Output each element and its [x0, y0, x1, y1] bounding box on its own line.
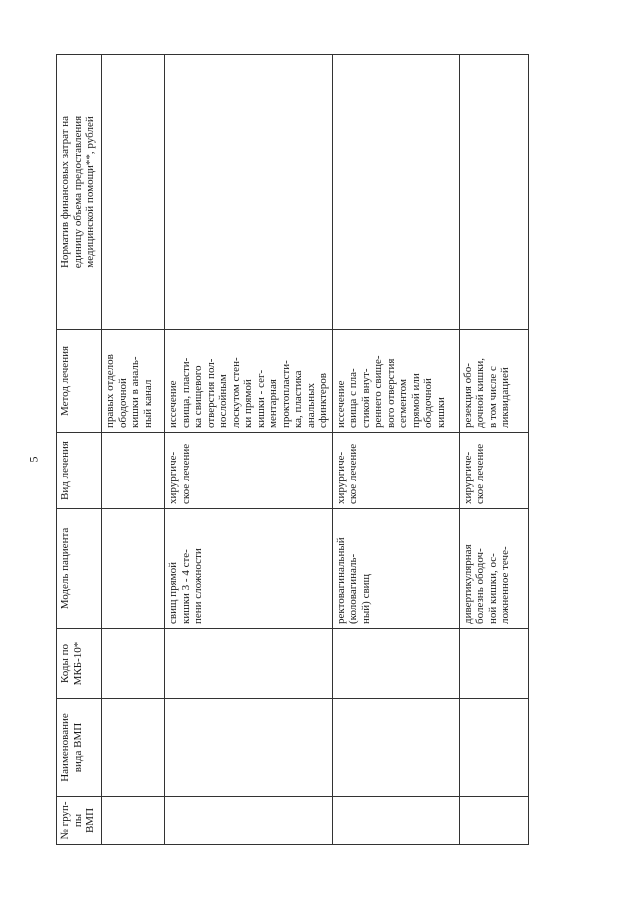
cell-name [165, 699, 333, 797]
cell-group [332, 797, 459, 845]
table-row [165, 55, 333, 845]
cell-model [102, 509, 165, 629]
table-row [332, 55, 459, 845]
header-patient-model: Модель пациента [57, 509, 102, 629]
cell-treatment: хирургиче- ское лечение [332, 433, 459, 509]
table-header-row [57, 55, 102, 845]
cell-treatment: хирургиче- ское лечение [459, 433, 528, 509]
cell-codes [459, 629, 528, 699]
header-group-number: № груп- пы ВМП [57, 797, 102, 845]
cell-method: резекция обо- дочной кишки, в том числе с ликвидацией [459, 330, 528, 433]
cell-treatment: хирургиче- ское лечение [165, 433, 333, 509]
cell-group [165, 797, 333, 845]
cell-cost [459, 55, 528, 330]
header-treatment-type: Вид лечения [57, 433, 102, 509]
header-icd-codes: Коды по МКБ-10* [57, 629, 102, 699]
cell-model: ректовагинальный (коловагиналь- ный) свищ [332, 509, 459, 629]
cell-group [459, 797, 528, 845]
header-treatment-method: Метод лечения [57, 330, 102, 433]
cell-name [459, 699, 528, 797]
cell-codes [165, 629, 333, 699]
cell-method: правых отделов ободочной кишки в аналь- ный канал [102, 330, 165, 433]
page-number: 5 [26, 456, 41, 463]
cell-codes [332, 629, 459, 699]
cell-model: свищ прямой кишки 3 - 4 сте- пени сложности [165, 509, 333, 629]
vmp-table [56, 54, 529, 845]
cell-cost [332, 55, 459, 330]
cell-cost [102, 55, 165, 330]
cell-codes [102, 629, 165, 699]
cell-model: дивертикулярная болезнь ободоч- ной кишки, ос- ложненное тече- [459, 509, 528, 629]
cell-method: иссечение свища с пла- стикой внут- реннего свище- вого отверстия сегментом прямой или ободочной кишки [332, 330, 459, 433]
header-vmp-name: Наименование вида ВМП [57, 699, 102, 797]
cell-name [102, 699, 165, 797]
header-cost-standard: Норматив финансовых затрат на единицу объема предоставления медицинской помощи**, рублей [57, 55, 102, 330]
cell-treatment [102, 433, 165, 509]
table-row [459, 55, 528, 845]
rotated-page [56, 55, 519, 845]
cell-name [332, 699, 459, 797]
table-row [102, 55, 165, 845]
cell-group [102, 797, 165, 845]
cell-method: иссечение свища, пласти- ка свищевого отверстия пол- нослойным лоскутом стен- ки прямой кишки - сег- ментарная проктопласти- ка, пластика анальных сфинктеров [165, 330, 333, 433]
cell-cost [165, 55, 333, 330]
